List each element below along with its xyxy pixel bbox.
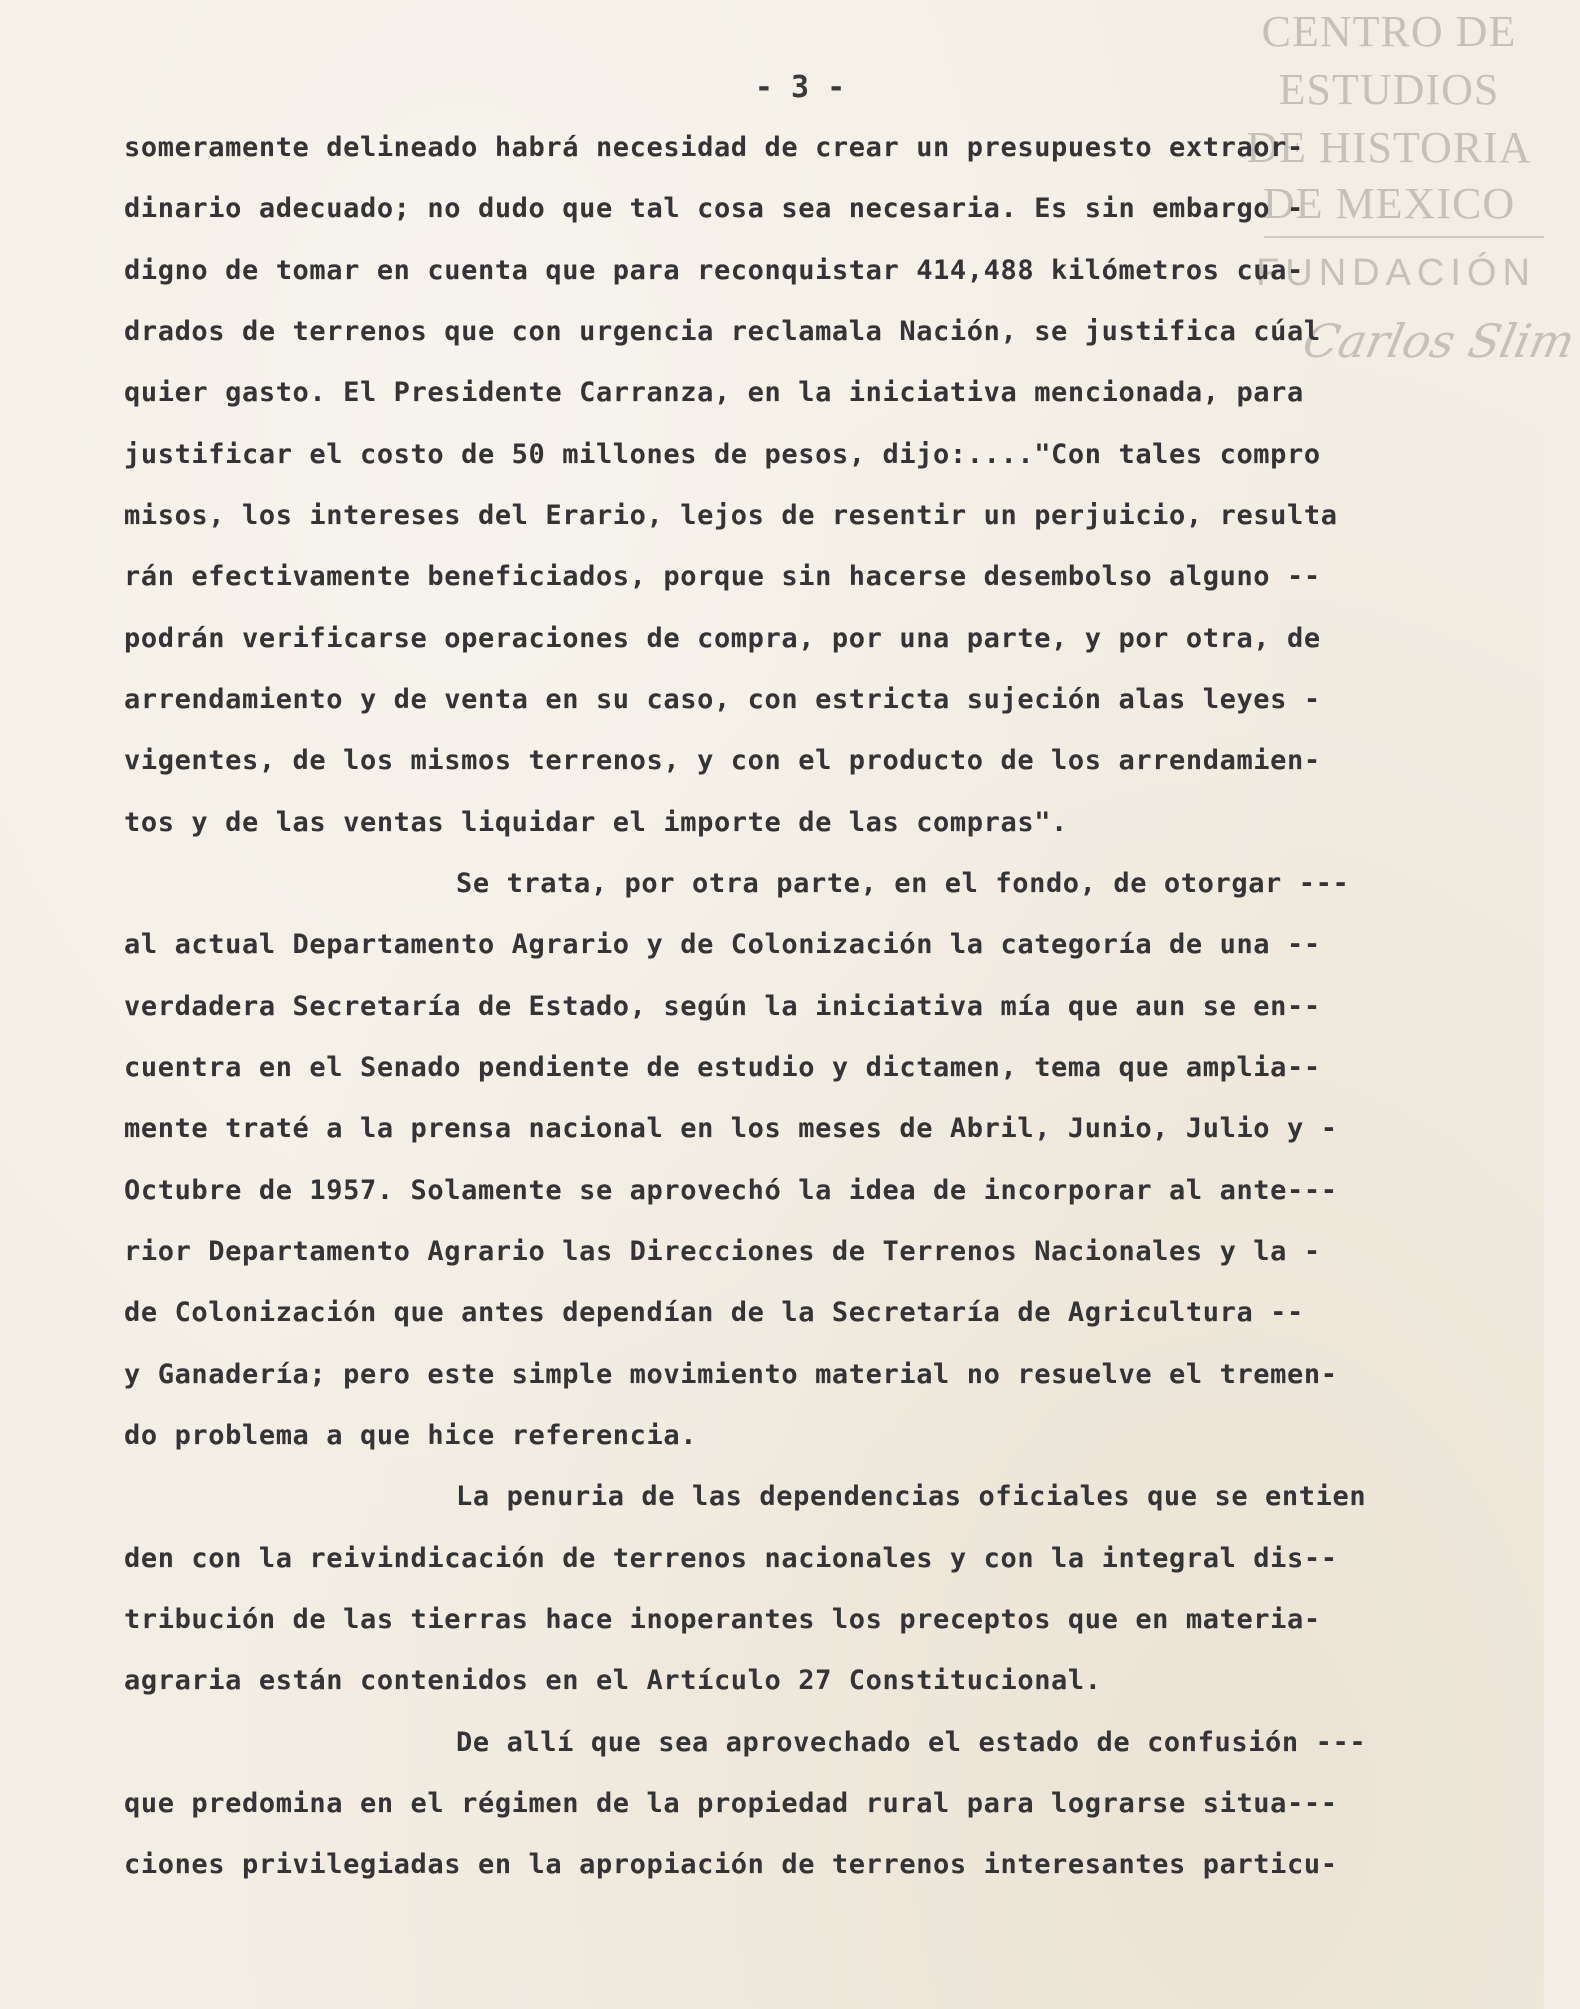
text-line: den con la reivindicación de terrenos nacionales y con la integral dis--	[124, 1543, 1338, 1574]
text-line: justificar el costo de 50 millones de pesos, dijo:...."Con tales compro	[124, 439, 1321, 470]
text-line: ciones privilegiadas en la apropiación de terrenos interesantes particu-	[124, 1849, 1338, 1880]
text-line: al actual Departamento Agrario y de Colonización la categoría de una --	[124, 929, 1321, 960]
text-line: de Colonización que antes dependían de la Secretaría de Agricultura --	[124, 1297, 1304, 1328]
paragraph-start-line: Se trata, por otra parte, en el fondo, de otorgar ---	[456, 868, 1350, 899]
text-line: agraria están contenidos en el Artículo 27 Constitucional.	[124, 1665, 1102, 1696]
watermark-fundacion: FUNDACIÓN	[1256, 252, 1536, 294]
watermark-line-4: DE MEXICO	[1262, 179, 1516, 228]
text-line: Octubre de 1957. Solamente se aprovechó la idea de incorporar al ante---	[124, 1175, 1338, 1206]
text-line: tos y de las ventas liquidar el importe de las compras".	[124, 807, 1068, 838]
text-line: quier gasto. El Presidente Carranza, en la iniciativa mencionada, para	[124, 377, 1304, 408]
watermark-line-1: CENTRO DE	[1261, 7, 1517, 56]
text-line: do problema a que hice referencia.	[124, 1420, 698, 1451]
text-line: que predomina en el régimen de la propiedad rural para lograrse situa---	[124, 1788, 1338, 1819]
paragraph-start-line: La penuria de las dependencias oficiales que se entien	[456, 1481, 1367, 1512]
text-line: drados de terrenos que con urgencia reclamala Nación, se justifica cúal	[124, 316, 1321, 347]
text-line: rior Departamento Agrario las Direcciones de Terrenos Nacionales y la -	[124, 1236, 1321, 1267]
text-line: misos, los intereses del Erario, lejos de resentir un perjuicio, resulta	[124, 500, 1338, 531]
text-line: digno de tomar en cuenta que para reconquistar 414,488 kilómetros cua-	[124, 255, 1304, 286]
text-line: y Ganadería; pero este simple movimiento material no resuelve el tremen-	[124, 1359, 1338, 1390]
text-line: podrán verificarse operaciones de compra, por una parte, y por otra, de	[124, 623, 1321, 654]
page-number: - 3 -	[754, 70, 846, 105]
text-line: verdadera Secretaría de Estado, según la iniciativa mía que aun se en--	[124, 991, 1321, 1022]
text-line: arrendamiento y de venta en su caso, con estricta sujeción alas leyes -	[124, 684, 1321, 715]
text-line: rán efectivamente beneficiados, porque sin hacerse desembolso alguno --	[124, 561, 1321, 592]
watermark-signature: Carlos Slim	[1298, 314, 1580, 368]
paragraph-start-line: De allí que sea aprovechado el estado de confusión ---	[456, 1727, 1367, 1758]
text-line: cuentra en el Senado pendiente de estudio y dictamen, tema que amplia--	[124, 1052, 1321, 1083]
text-line: vigentes, de los mismos terrenos, y con el producto de los arrendamien-	[124, 745, 1321, 776]
text-line: someramente delineado habrá necesidad de crear un presupuesto extraor-	[124, 132, 1304, 163]
watermark-line-3: DE HISTORIA	[1246, 123, 1532, 172]
text-line: dinario adecuado; no dudo que tal cosa sea necesaria. Es sin embargo -	[124, 193, 1304, 224]
watermark-divider	[1264, 236, 1544, 238]
text-line: tribución de las tierras hace inoperantes los preceptos que en materia-	[124, 1604, 1321, 1635]
text-line: mente traté a la prensa nacional en los meses de Abril, Junio, Julio y -	[124, 1113, 1338, 1144]
watermark-line-2: ESTUDIOS	[1278, 65, 1500, 114]
